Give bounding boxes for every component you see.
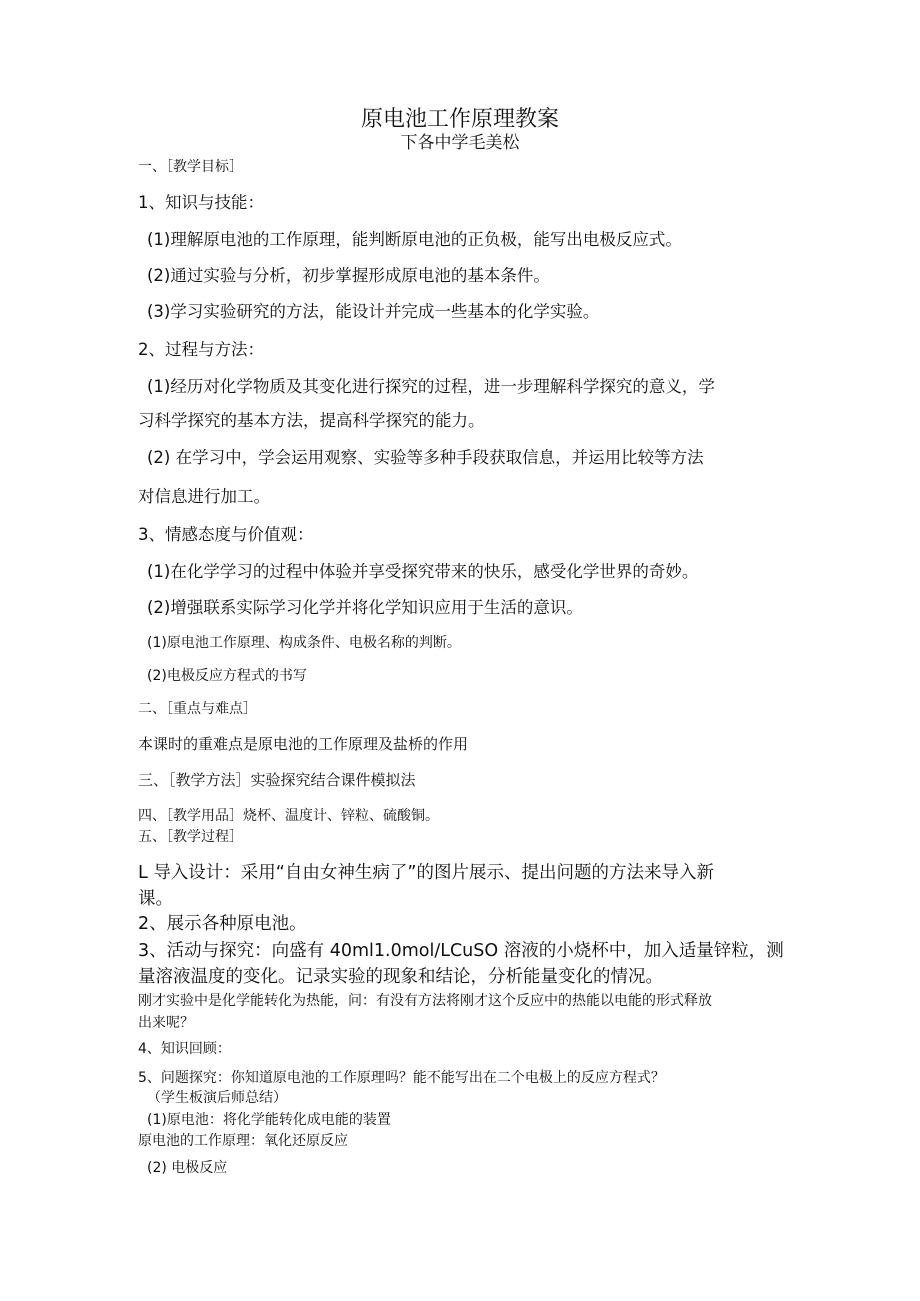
section-heading: 三、［教学方法］实验探究结合课件模拟法	[138, 771, 416, 789]
paragraph-line: (2) 在学习中，学会运用观察、实验等多种手段获取信息，并运用比较等方法	[147, 448, 704, 467]
paragraph-line: 2、展示各种原电池。	[138, 914, 307, 934]
paragraph-line: 5、问题探究：你知道原电池的工作原理吗？能不能写出在二个电极上的反应方程式？	[138, 1070, 665, 1086]
paragraph-line: (1)原电池工作原理、构成条件、电极名称的判断。	[147, 635, 461, 651]
paragraph-line: (3)学习实验研究的方法，能设计并完成一些基本的化学实验。	[147, 302, 600, 321]
paragraph-line: 量溶液温度的变化。记录实验的现象和结论，分析能量变化的情况。	[138, 967, 663, 987]
paragraph-line: 习科学探究的基本方法，提高科学探究的能力。	[138, 411, 485, 430]
paragraph-line: 出来呢？	[138, 1015, 194, 1031]
paragraph-line: 3、活动与探究：向盛有 40ml1.0mol∕LCuSO 溶液的小烧杯中，加入适量锌粒，测	[138, 941, 784, 961]
paragraph-line: （学生板演后师总结）	[147, 1090, 287, 1106]
paragraph-line: (2)电极反应方程式的书写	[147, 668, 307, 684]
section-heading: 一、［教学目标］	[138, 159, 243, 175]
section-heading: 二、［重点与难点］	[138, 701, 257, 717]
section-heading: 五、［教学过程］	[138, 829, 243, 845]
subsection-heading: 1、知识与技能：	[138, 193, 264, 212]
paragraph-line: (2) 电极反应	[147, 1160, 228, 1176]
paragraph-line: (1)原电池：将化学能转化成电能的装置	[147, 1112, 391, 1128]
paragraph-line: (2)通过实验与分析，初步掌握形成原电池的基本条件。	[147, 266, 550, 285]
paragraph-line: 4、知识回顾：	[138, 1041, 231, 1057]
paragraph-line: (1)理解原电池的工作原理，能判断原电池的正负极，能写出电极反应式。	[147, 230, 682, 249]
subsection-heading: 2、过程与方法：	[138, 340, 264, 359]
paragraph-line: 刚才实验中是化学能转化为热能，问：有没有方法将刚才这个反应中的热能以电能的形式释放	[138, 993, 712, 1009]
paragraph-line: 课。	[138, 889, 173, 909]
paragraph-line: L 导入设计：采用“自由女神生病了”的图片展示、提出问题的方法来导入新	[138, 863, 714, 883]
document-author: 下各中学毛美松	[400, 133, 520, 153]
paragraph-line: 对信息进行加工。	[138, 487, 270, 506]
paragraph-line: 原电池的工作原理：氧化还原反应	[138, 1133, 348, 1149]
paragraph-line: (2)增强联系实际学习化学并将化学知识应用于生活的意识。	[147, 598, 583, 617]
subsection-heading: 3、情感态度与价值观：	[138, 525, 314, 544]
paragraph-line: 本课时的重难点是原电池的工作原理及盐桥的作用	[138, 735, 469, 753]
paragraph-line: (1)在化学学习的过程中体验并享受探究带来的快乐，感受化学世界的奇妙。	[147, 562, 699, 581]
document-title: 原电池工作原理教案	[360, 107, 559, 132]
section-heading: 四、［教学用品］烧杯、温度计、锌粒、硫酸铜。	[138, 808, 439, 824]
paragraph-line: (1)经历对化学物质及其变化进行探究的过程，进一步理解科学探究的意义，学	[147, 377, 715, 396]
